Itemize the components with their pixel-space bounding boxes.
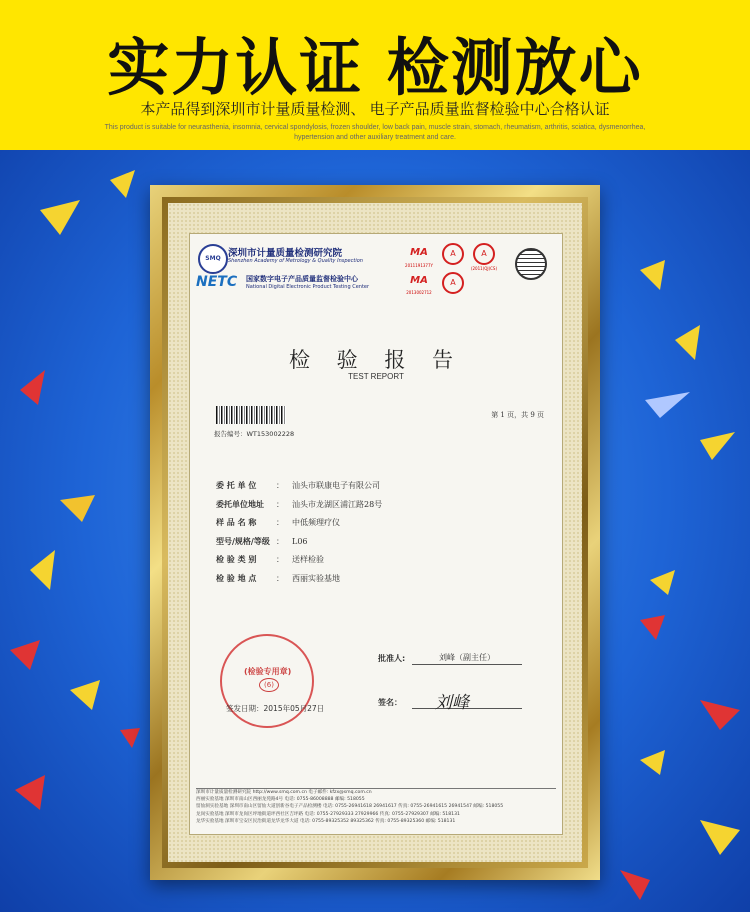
frame-inner-edge [162, 197, 588, 868]
report-number: 报告编号：WT153002228 [214, 430, 295, 438]
row-label: 委托单位地址 [216, 498, 264, 509]
netc-name-cn: 国家数字电子产品质量监督检验中心 [246, 275, 358, 283]
approver-value: 刘峰（副主任） [412, 652, 522, 665]
netc-name-en: National Digital Electronic Product Testing Center [246, 284, 370, 290]
approver-label: 批准人: [378, 654, 406, 663]
row-value: 汕头市联康电子有限公司 [292, 481, 380, 490]
cnas-seal-icon: A [473, 243, 495, 265]
cma-code: 2011191377Y [405, 263, 433, 268]
row-label: 检 验 类 别 [216, 554, 257, 564]
report-title: 检 验 报 告 [288, 348, 464, 372]
stamp-text: (检验专用章) [244, 667, 292, 676]
gold-picture-frame [150, 185, 600, 880]
info-row-location: 检 验 地 点 ： 西丽实验基地 [216, 572, 340, 583]
row-label: 样 品 名 称 [216, 517, 257, 527]
top-banner [0, 0, 750, 150]
banner-english-text: This product is suitable for neurasthenia, insomnia, cervical spondylosis, frozen shoulder, low back pain, muscle strain, stomach, rheumatism, arthritis, sciatica, dysmenorrhea, hypertension and other auxiliary treatment and care. [104, 124, 646, 141]
row-value: 西丽实验基地 [292, 573, 340, 583]
cal-seal-icon: A [442, 243, 464, 265]
page-number: 第 1 页，共 9 页 [491, 411, 544, 419]
test-report-document [189, 233, 563, 835]
frame-mat [168, 203, 582, 862]
row-value: 汕头市龙湖区浦江路28号 [292, 499, 383, 509]
info-row-sample: 样 品 名 称 ： 中低频理疗仪 [216, 517, 340, 527]
issue-date: 签发日期：2015年05月27日 [226, 704, 325, 713]
cma-mark-icon: MA [410, 247, 428, 258]
barcode-icon [216, 406, 286, 424]
footer-line: 龙华实验基地 深圳市宝安区民治街道龙华龙华大道 电话: 0755-89325352 89325362 传真: 0755-89325360 邮编: 518131 [196, 818, 456, 824]
document-footer [196, 788, 556, 825]
netc-logo: NETC [196, 274, 238, 290]
cma-code-2: 2013002712 [406, 290, 432, 295]
org-name-en: Shenzhen Academy of Metrology & Quality Inspection [228, 258, 363, 264]
globe-logo-icon [515, 248, 547, 280]
row-value: 中低频理疗仪 [292, 518, 340, 527]
smq-logo-icon: SMQ [198, 244, 228, 274]
handwritten-signature: 刘峰 [435, 693, 469, 713]
cal-seal-2-icon: A [442, 272, 464, 294]
org-name-cn: 深圳市计量质量检测研究院 [228, 248, 343, 259]
footer-line: 龙岗实验基地 深圳市龙岗区坪地街道坪西社区吉坪路 电话: 0755-27929333 27929966 传真: 0755-27929307 邮编: 518131 [196, 811, 460, 817]
report-info-rows [216, 480, 382, 591]
info-row-client: 委 托 单 位 ： 汕头市联康电子有限公司 [216, 480, 380, 490]
row-label: 委 托 单 位 [216, 480, 257, 490]
row-label: 检 验 地 点 [216, 572, 257, 583]
report-title-en: TEST REPORT [348, 372, 404, 381]
info-row-type: 检 验 类 别 ： 送样检验 [216, 554, 324, 564]
info-row-address: 委托单位地址 ： 汕头市龙湖区浦江路28号 [216, 498, 383, 509]
cma-mark-2-icon: MA [410, 275, 428, 286]
row-value: 送样检验 [292, 555, 324, 564]
row-value: L06 [292, 536, 308, 546]
banner-title: 实力认证 检测放心 [107, 31, 643, 104]
footer-line: 留仙洞实验基地 深圳市南山区留仙大道创新谷电子产品检测楼 电话: 0755-26941618 26941617 传真: 0755-26941615 26941547 邮编: 518055 [196, 804, 504, 810]
row-label: 型号/规格/等级 [216, 535, 270, 546]
banner-subtitle: 本产品得到深圳市计量质量检测、 电子产品质量监督检验中心合格认证 [140, 101, 610, 118]
stamp-number: (6) [259, 678, 279, 692]
cal-code: (2011)QJ(CS) [470, 266, 498, 271]
info-row-model: 型号/规格/等级 ： L06 [216, 535, 308, 546]
signature-label: 签名： [378, 698, 402, 707]
footer-line: 深圳市计量质量检测研究院 http://www.smq.com.cn 电子邮件: kfzx@smq.com.cn [196, 790, 372, 795]
footer-line: 西丽实验基地 深圳市南山区西丽龙苑路4号 电话: 0755-86008888 邮编: 518055 [196, 797, 365, 803]
